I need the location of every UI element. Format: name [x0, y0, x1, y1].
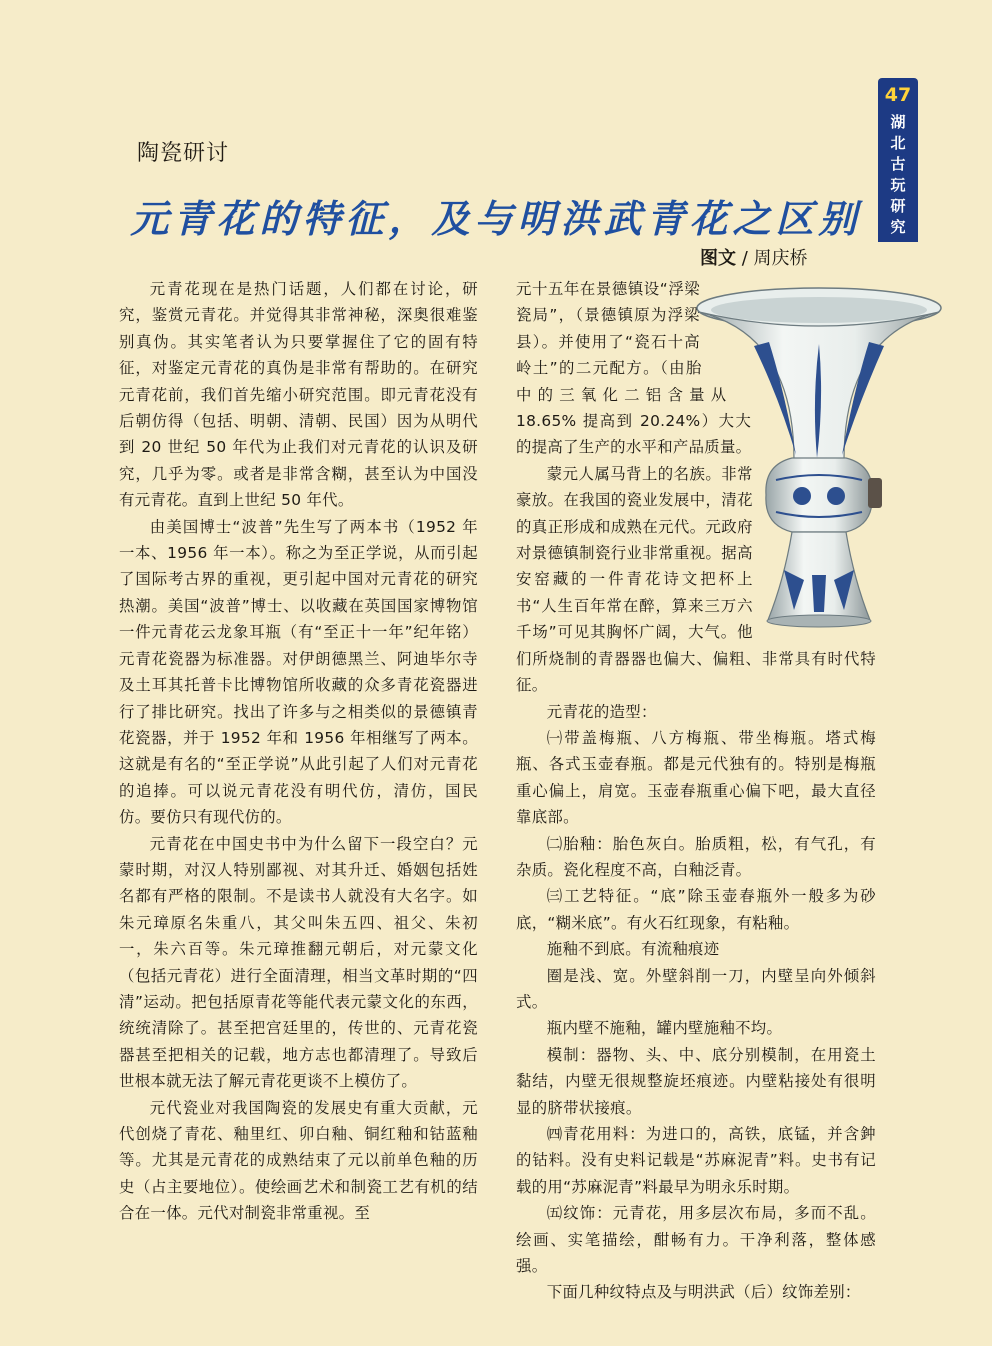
- body-paragraph: ㈡胎釉：胎色灰白。胎质粗，松，有气孔，有杂质。瓷化程度不高，白釉泛青。: [516, 834, 876, 879]
- page-number: 47: [884, 84, 912, 106]
- body-paragraph: 模制：器物、头、中、底分别模制，在用瓷土黏结，内壁无很规整旋坯痕迹。内壁粘接处有很明显的脐带状接痕。: [516, 1045, 876, 1117]
- magazine-name: 湖北古玩研究: [890, 113, 906, 236]
- body-paragraph: 瓶内壁不施釉，罐内壁施釉不均。: [546, 1019, 783, 1038]
- body-paragraph: 元代瓷业对我国陶瓷的发展史有重大贡献，元代创烧了青花、釉里红、卯白釉、铜红釉和钴蓝釉等。尤其是元青花的成熟结束了元以前单色釉的历史（占主要地位）。使绘画艺术和制瓷工艺有机的结合在一体。元代对制瓷非常重视。至: [119, 1098, 478, 1223]
- byline-separator: /: [736, 248, 754, 269]
- body-paragraph: 施釉不到底。有流釉痕迹: [546, 940, 720, 959]
- body-paragraph: 元十五年在景德镇设“浮梁瓷局”，（景德镇原为浮梁县）。并使用了“瓷石十高岭土”的二元配方。（由胎中的三氧化二铝含量从 18.65% 提高到 20.24%）大大的提高了生产的水平和产品质量。: [516, 280, 752, 457]
- body-paragraph: 圈是浅、宽。外壁斜削一刀，内壁呈向外倾斜式。: [516, 966, 876, 1011]
- body-paragraph: 由美国博士“波普”先生写了两本书（1952 年一本、1956 年一本）。称之为至正学说，从而引起了国际考古界的重视，更引起中国对元青花的研究热潮。美国“波普”博士、以收藏在英国国家博物馆一件元青花云龙象耳瓶（有“至正十一年”纪年铭）元青花瓷器为标准器。对伊朗德黑兰、阿迪毕尔寺及土耳其托普卡比博物馆所收藏的众多青花瓷器进行了排比研究。找出了许多与之相类似的景德镇青花瓷器，并于 1952 年和 1956 年相继写了两本。这就是有名的“至正学说”从此引起了人们对元青花的追捧。可以说元青花没有明代仿，清仿，国民仿。要仿只有现代仿的。: [119, 517, 478, 827]
- blue-white-gu-vase-photo: [684, 280, 944, 640]
- body-paragraph: ㈤纹饰：元青花，用多层次布局，多而不乱。绘画、实笔描绘，酣畅有力。干净利落，整体感强。: [516, 1204, 876, 1276]
- body-paragraph: 蒙元人属马背上的名族。非常豪放。在我国的瓷业发展中，清花的真正形成和成熟在元代。元政府对景德镇制瓷行业非常重视。据高安窑藏的一件青花诗文把杯上书“人生百年常在醉，算来三万六千场”可见其胸怀广阔，大气。他们所烧制的青器器也偏大、偏粗、非常具有时代特征。: [516, 464, 876, 695]
- body-paragraph: ㈢工艺特征。“底”除玉壶春瓶外一般多为砂底，“糊米底”。有火石红现象，有粘釉。: [516, 887, 876, 932]
- byline-label: 图文: [700, 248, 736, 269]
- body-paragraph: 元青花在中国史书中为什么留下一段空白？元蒙时期，对汉人特别鄙视、对其升迁、婚姻包括姓名都有严格的限制。不是读书人就没有大名字。如朱元璋原名朱重八，其父叫朱五四、祖父、朱初一，朱六百等。朱元璋推翻元朝后，对元蒙文化（包括元青花）进行全面清理，相当文革时期的“四清”运动。把包括原青花等能代表元蒙文化的东西，统统清除了。甚至把宫廷里的，传世的、元青花瓷器甚至把相关的记载，地方志也都清理了。导致后世根本就无法了解元青花更谈不上模仿了。: [119, 834, 478, 1091]
- body-paragraph: 下面几种纹特点及与明洪武（后）纹饰差别：: [546, 1283, 861, 1302]
- body-paragraph: ㈠带盖梅瓶、八方梅瓶、带坐梅瓶。塔式梅瓶、各式玉壶春瓶。都是元代独有的。特别是梅瓶重心偏上，肩宽。玉壶春瓶重心偏下吧，最大直径靠底部。: [516, 728, 876, 827]
- byline-author: 周庆桥: [753, 248, 808, 269]
- section-label: 陶瓷研讨: [137, 141, 230, 166]
- body-paragraph: ㈣青花用料：为进口的，高铁，底锰，并含鈡的钴料。没有史料记载是“苏麻泥青”料。史书有记载的用“苏麻泥青”料最早为明永乐时期。: [516, 1125, 876, 1196]
- byline: [700, 244, 860, 270]
- body-paragraph: 元青花的造型：: [546, 702, 657, 721]
- left-column: [119, 276, 478, 1227]
- body-paragraph: 元青花现在是热门话题，人们都在讨论，研究，鉴赏元青花。并觉得其非常神秘，深奥很难鉴别真伪。其实笔者认为只要掌握住了它的固有特征，对鉴定元青花的真伪是非常有帮助的。在研究元青花前，我们首先缩小研究范围。即元青花没有后朝仿得（包括、明朝、清朝、民国）因为从明代到 20 世纪 50 年代为止我们对元青花的认识及研究，几乎为零。或者是非常含糊，甚至认为中国没有元青花。直到上世纪 50 年代。: [119, 280, 478, 510]
- article-title: 元青花的特征，及与明洪武青花之区别: [130, 196, 862, 241]
